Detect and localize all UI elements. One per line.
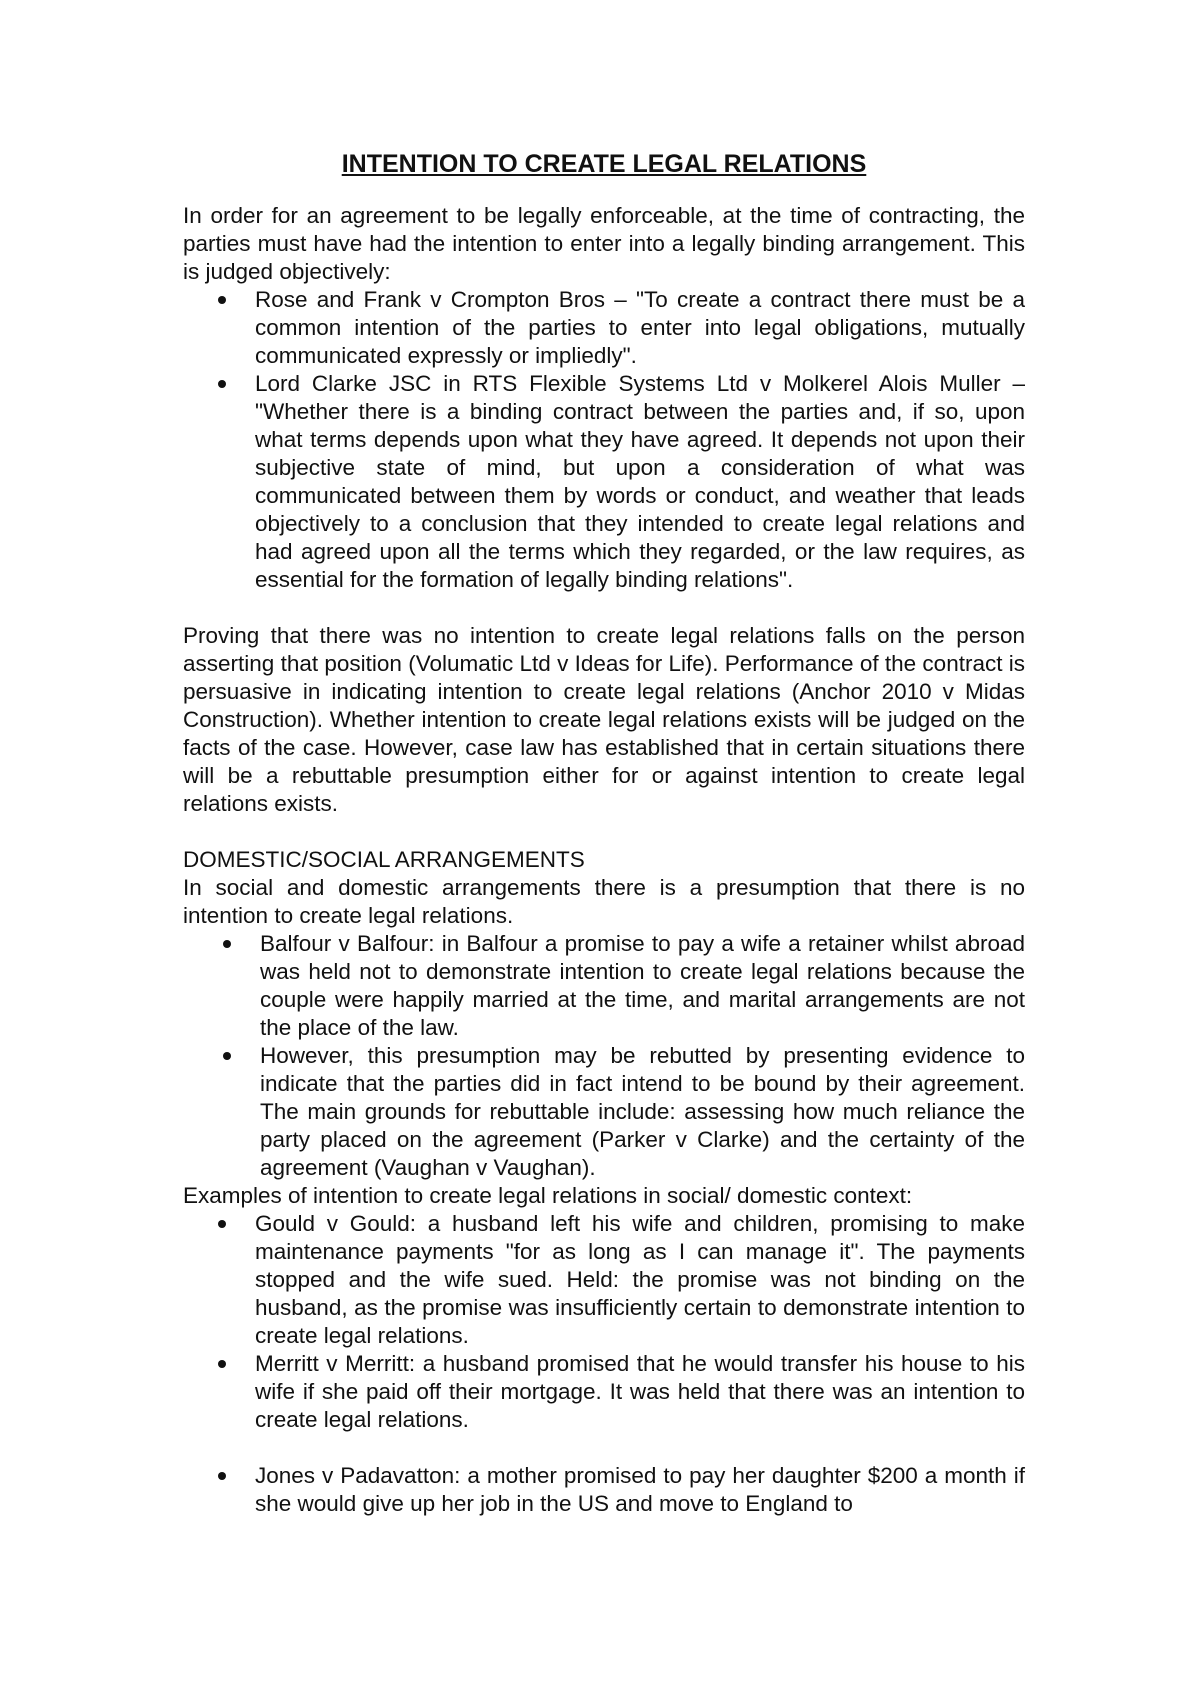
- list-item-text: Balfour v Balfour: in Balfour a promise to pay a wife a retainer whilst abroad was held not to demonstrate intention to create legal relations because the couple were happily married at the time, and marital arrangements are not the place of the law.: [260, 931, 1025, 1040]
- list-item-text: Jones v Padavatton: a mother promised to pay her daughter $200 a month if she would give up her job in the US and move to England to: [255, 1463, 1025, 1516]
- list-item-text: However, this presumption may be rebutted by presenting evidence to indicate that the parties did in fact intend to be bound by their agreement. The main grounds for rebuttable include: assessing how much reliance the party placed on the agreement (Parker v Clarke) and the certainty of the agreement (Vaughan v Vaughan).: [260, 1043, 1025, 1180]
- intro-bullet-list: [183, 286, 1025, 594]
- list-item: [183, 1462, 1025, 1518]
- document-title: INTENTION TO CREATE LEGAL RELATIONS: [341, 150, 867, 178]
- list-item: [183, 286, 1025, 370]
- spacer: [183, 594, 1025, 622]
- bullet-icon: [223, 940, 231, 948]
- list-item: [183, 370, 1025, 594]
- domestic-intro-paragraph: In social and domestic arrangements there is a presumption that there is no intention to create legal relations.: [183, 875, 1025, 928]
- list-item: [183, 1210, 1025, 1350]
- bullet-icon: [218, 1220, 226, 1228]
- bullet-icon: [218, 380, 226, 388]
- list-item-text: Rose and Frank v Crompton Bros – "To create a contract there must be a common intention of the parties to enter into legal obligations, mutually communicated expressly or impliedly".: [255, 287, 1025, 368]
- list-item-text: Gould v Gould: a husband left his wife and children, promising to make maintenance payments "for as long as I can manage it". The payments stopped and the wife sued. Held: the promise was not binding on the husband, as the promise was insufficiently certain to demonstrate intention to create legal relations.: [255, 1211, 1025, 1348]
- bullet-icon: [218, 1360, 226, 1368]
- bullet-icon: [218, 296, 226, 304]
- intro-paragraph: In order for an agreement to be legally enforceable, at the time of contracting, the parties must have had the intention to enter into a legally binding arrangement. This is judged objectively:: [183, 203, 1025, 284]
- spacer: [183, 1434, 1025, 1462]
- document-page: [183, 140, 1025, 1518]
- list-item: [183, 930, 1025, 1042]
- domestic-bullet-list: [183, 930, 1025, 1182]
- examples-intro-paragraph: Examples of intention to create legal relations in social/ domestic context:: [183, 1183, 913, 1208]
- spacer: [183, 818, 1025, 846]
- bullet-icon: [218, 1472, 226, 1480]
- proving-paragraph: Proving that there was no intention to create legal relations falls on the person asserting that position (Volumatic Ltd v Ideas for Life). Performance of the contract is persuasive in indicating intention to create legal relations (Anchor 2010 v Midas Construction). Whether intention to create legal relations exists will be judged on the facts of the case. However, case law has established that in certain situations there will be a rebuttable presumption either for or against intention to create legal relations exists.: [183, 623, 1025, 816]
- last-bullet-list: [183, 1462, 1025, 1518]
- list-item: [183, 1042, 1025, 1182]
- bullet-icon: [223, 1052, 231, 1060]
- list-item: [183, 1350, 1025, 1434]
- section-heading-domestic: DOMESTIC/SOCIAL ARRANGEMENTS: [183, 847, 585, 872]
- list-item-text: Merritt v Merritt: a husband promised that he would transfer his house to his wife if she paid off their mortgage. It was held that there was an intention to create legal relations.: [255, 1351, 1025, 1432]
- list-item-text: Lord Clarke JSC in RTS Flexible Systems Ltd v Molkerel Alois Muller – "Whether there is a binding contract between the parties and, if so, upon what terms depends upon what they have agreed. It depends not upon their subjective state of mind, but upon a consideration of what was communicated between them by words or conduct, and weather that leads objectively to a conclusion that they intended to create legal relations and had agreed upon all the terms which they regarded, or the law requires, as essential for the formation of legally binding relations".: [255, 371, 1025, 592]
- examples-bullet-list: [183, 1210, 1025, 1434]
